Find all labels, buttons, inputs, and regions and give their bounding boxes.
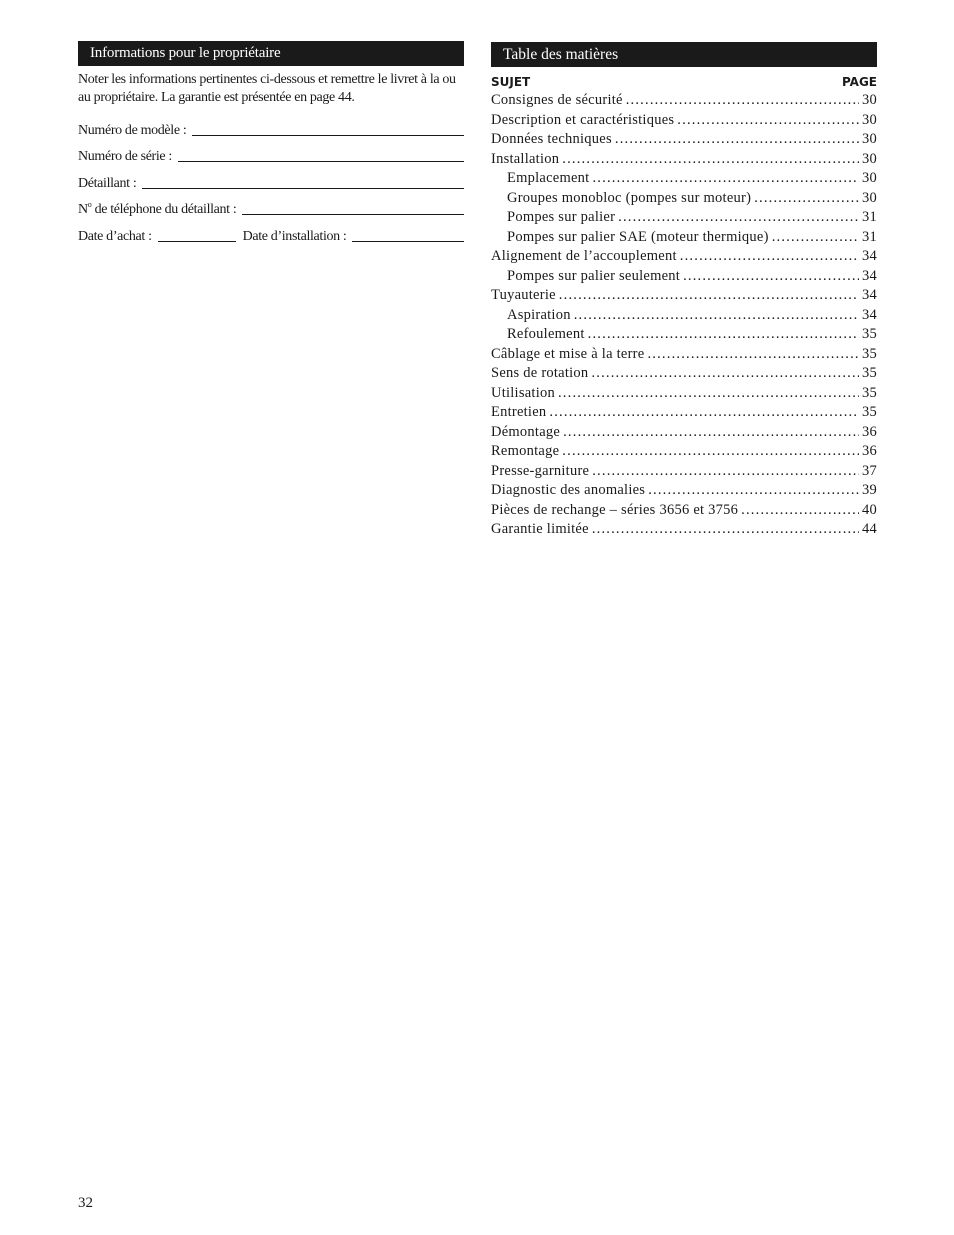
toc-entry-page: 31 xyxy=(862,209,877,225)
toc-entry-page: 35 xyxy=(862,365,877,381)
toc-entry-page: 30 xyxy=(862,189,877,206)
toc-leader-dots xyxy=(558,384,859,404)
owner-info-section xyxy=(78,41,464,245)
toc-leader-dots xyxy=(680,247,859,267)
toc-entry[interactable] xyxy=(491,325,877,345)
toc-leader-dots xyxy=(592,462,859,482)
toc-leader-dots xyxy=(754,189,859,209)
toc-entry-page: 30 xyxy=(862,170,877,186)
toc-leader-dots xyxy=(574,306,859,326)
toc-leader-dots xyxy=(563,423,859,443)
toc-list xyxy=(491,91,877,540)
toc-entry[interactable] xyxy=(491,150,877,170)
toc-entry[interactable] xyxy=(491,403,877,423)
toc-entry-page: 37 xyxy=(862,462,877,479)
toc-entry-title: Presse-garniture xyxy=(491,462,590,479)
toc-entry[interactable] xyxy=(491,208,877,228)
serial-number-label: Numéro de série : xyxy=(78,149,172,164)
toc-entry-page: 30 xyxy=(862,131,877,147)
dealer-phone-field xyxy=(78,192,464,219)
toc-entry-page: 36 xyxy=(862,443,877,459)
toc-entry[interactable] xyxy=(491,111,877,131)
dealer-phone-label: $N^o$ de téléphone du détaillant : xyxy=(78,200,237,217)
toc-entry-page: 34 xyxy=(862,287,877,303)
toc-entry[interactable] xyxy=(491,442,877,462)
toc-entry-page: 30 xyxy=(862,111,877,128)
toc-leader-dots xyxy=(591,364,859,384)
toc-leader-dots xyxy=(549,403,859,423)
toc-entry-page: 34 xyxy=(862,248,877,264)
toc-leader-dots xyxy=(559,286,859,306)
toc-entry-page: 35 xyxy=(862,345,877,362)
purchase-date-label: Date d’achat : xyxy=(78,228,152,244)
toc-section xyxy=(491,42,877,540)
toc-entry-title: Données techniques xyxy=(491,131,612,147)
owner-info-heading: Informations pour le propriétaire xyxy=(78,41,464,66)
toc-entry[interactable] xyxy=(491,247,877,267)
toc-leader-dots xyxy=(772,228,859,248)
toc-entry-page: 30 xyxy=(862,150,877,167)
toc-entry-page: 39 xyxy=(862,482,877,498)
toc-entry-title: Remontage xyxy=(491,443,560,459)
model-number-field xyxy=(78,112,464,139)
toc-entry[interactable] xyxy=(491,423,877,443)
toc-entry-title: Câblage et mise à la terre xyxy=(491,345,645,362)
toc-entry[interactable] xyxy=(491,91,877,111)
toc-entry-title: Consignes de sécurité xyxy=(491,92,623,108)
install-date-line[interactable] xyxy=(352,241,464,242)
toc-leader-dots xyxy=(592,520,859,540)
dealer-label: Détaillant : xyxy=(78,175,137,191)
model-number-label: Numéro de modèle : xyxy=(78,122,187,138)
serial-number-line[interactable] xyxy=(178,161,464,162)
toc-page-header: PAGE xyxy=(841,75,877,89)
toc-entry-title: Entretien xyxy=(491,404,547,420)
toc-entry[interactable] xyxy=(491,384,877,404)
toc-entry-title: Refoulement xyxy=(507,326,585,342)
toc-entry-page: 36 xyxy=(862,423,877,440)
toc-entry-title: Sens de rotation xyxy=(491,365,589,381)
toc-leader-dots xyxy=(626,91,859,111)
toc-subject-header: SUJET xyxy=(491,75,531,89)
toc-entry[interactable] xyxy=(491,345,877,365)
toc-entry-page: 40 xyxy=(862,501,877,518)
toc-entry-title: Groupes monobloc (pompes sur moteur) xyxy=(507,189,752,206)
toc-entry-title: Garantie limitée xyxy=(491,521,589,537)
toc-entry-title: Pompes sur palier seulement xyxy=(507,267,681,284)
toc-leader-dots xyxy=(677,111,859,131)
toc-entry-title: Pompes sur palier SAE (moteur thermique) xyxy=(507,228,769,245)
toc-entry-page: 34 xyxy=(862,267,877,284)
toc-entry[interactable] xyxy=(491,267,877,287)
model-number-line[interactable] xyxy=(192,135,464,136)
toc-leader-dots xyxy=(648,481,859,501)
toc-leader-dots xyxy=(741,501,859,521)
toc-entry[interactable] xyxy=(491,501,877,521)
dates-field xyxy=(78,218,464,245)
toc-leader-dots xyxy=(562,442,859,462)
dealer-line[interactable] xyxy=(142,188,464,189)
toc-entry[interactable] xyxy=(491,130,877,150)
toc-entry-page: 34 xyxy=(862,306,877,323)
toc-entry-page: 35 xyxy=(862,404,877,420)
toc-entry-title: Alignement de l’accouplement xyxy=(491,248,677,264)
dealer-field xyxy=(78,165,464,192)
toc-entry[interactable] xyxy=(491,306,877,326)
toc-leader-dots xyxy=(618,208,859,228)
toc-entry-page: 44 xyxy=(862,521,877,537)
toc-entry-title: Démontage xyxy=(491,423,561,440)
serial-number-field xyxy=(78,139,464,166)
toc-entry[interactable] xyxy=(491,462,877,482)
owner-info-intro: Noter les informations pertinentes ci-dessous et remettre le livret à la ou au propriétaire. La garantie est présentée en page 44. xyxy=(78,72,456,105)
toc-leader-dots xyxy=(588,325,859,345)
toc-entry-title: Description et caractéristiques xyxy=(491,111,675,128)
toc-entry-title: Aspiration xyxy=(507,306,571,323)
toc-entry-page: 30 xyxy=(862,92,877,108)
toc-entry[interactable] xyxy=(491,364,877,384)
toc-entry-title: Diagnostic des anomalies xyxy=(491,482,646,498)
toc-entry[interactable] xyxy=(491,481,877,501)
toc-entry-title: Pièces de rechange – séries 3656 et 3756 xyxy=(491,501,739,518)
toc-entry[interactable] xyxy=(491,286,877,306)
toc-entry-page: 31 xyxy=(862,228,877,245)
toc-leader-dots xyxy=(592,169,859,189)
install-date-label: Date d’installation : xyxy=(242,228,347,244)
toc-leader-dots xyxy=(562,150,859,170)
toc-entry[interactable] xyxy=(491,189,877,209)
toc-heading: Table des matières xyxy=(491,42,877,67)
toc-leader-dots xyxy=(683,267,859,287)
toc-column-headers xyxy=(491,73,877,91)
toc-entry-title: Utilisation xyxy=(491,384,555,401)
toc-leader-dots xyxy=(647,345,859,365)
purchase-date-line[interactable] xyxy=(158,241,236,242)
toc-entry-title: Installation xyxy=(491,150,560,167)
dealer-phone-line[interactable] xyxy=(242,214,464,215)
toc-entry-title: Pompes sur palier xyxy=(507,209,616,225)
page-number: 32 xyxy=(78,1195,93,1211)
toc-entry[interactable] xyxy=(491,228,877,248)
toc-leader-dots xyxy=(615,130,859,150)
toc-entry-page: 35 xyxy=(862,384,877,401)
toc-entry-title: Tuyauterie xyxy=(491,287,556,303)
toc-entry-title: Emplacement xyxy=(507,170,590,186)
toc-entry-page: 35 xyxy=(862,326,877,342)
toc-entry[interactable] xyxy=(491,520,877,540)
toc-entry[interactable] xyxy=(491,169,877,189)
